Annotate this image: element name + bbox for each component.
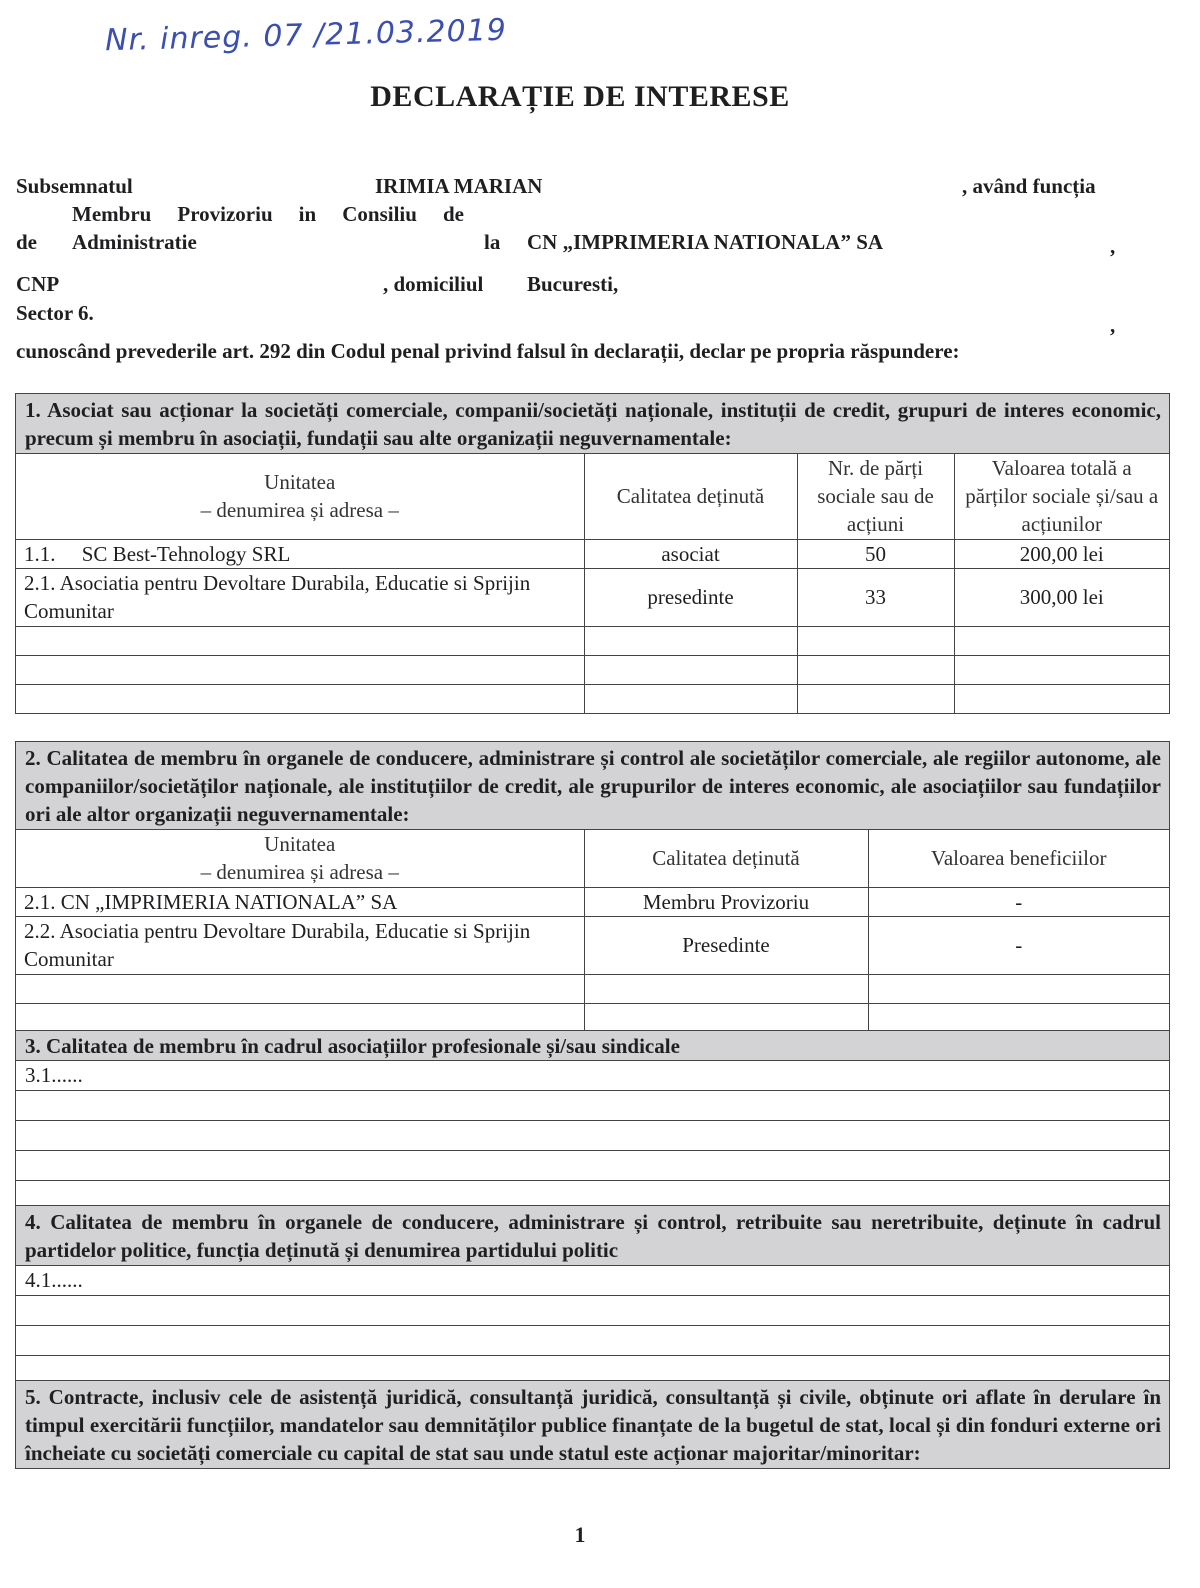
value-cell: 300,00 lei [954,568,1169,626]
section-1 [15,393,1170,714]
shares-cell: 50 [797,539,954,568]
de-label: de [16,230,37,254]
table-row [16,916,1169,974]
section-2 [15,741,1170,1033]
col-unit-header [16,830,584,887]
empty-row [16,655,1169,684]
quality-cell: Presedinte [584,916,868,974]
col-value-header: Valoarea totală a părților sociale și/sau a acțiunilor [954,454,1169,539]
col-unit-header [16,454,584,539]
section-4 [15,1205,1170,1386]
empty-line [16,1121,1169,1151]
quality-cell: Membru Provizoriu [584,887,868,916]
table-row [16,887,1169,916]
functia-line2: Administratie [72,230,197,254]
domiciliul-label: , domiciliul [383,272,484,296]
table-row [16,568,1169,626]
document-title: DECLARAȚIE DE INTERESE [370,80,790,113]
section-3-line: 3.1...... [16,1061,1169,1091]
registration-handwritten: Nr. inreg. 07 /21.03.2019 [104,12,508,59]
col-quality-header: Calitatea deținută [584,454,797,539]
section-3-heading: 3. Calitatea de membru în cadrul asociațiilor profesionale și/sau sindicale [16,1031,1169,1061]
unit-cell: 2.1. Asociatia pentru Devoltare Durabila, Educatie si Sprijin Comunitar [16,568,584,626]
empty-row [16,1003,1169,1032]
benefits-cell: - [868,887,1169,916]
col-quality-header: Calitatea deținută [584,830,868,887]
unit-cell: 1.1. SC Best-Tehnology SRL [16,539,584,568]
section-1-table [16,454,1169,714]
benefits-cell: - [868,916,1169,974]
page-number: 1 [574,1522,586,1547]
section-2-table [16,830,1169,1033]
header-comma: , [1110,234,1116,258]
unit-cell: 2.1. CN „IMPRIMERIA NATIONALA” SA [16,887,584,916]
subsemnatul-label: Subsemnatul [16,174,133,198]
col-shares-header: Nr. de părți sociale sau de acțiuni [797,454,954,539]
unit-cell: 2.2. Asociatia pentru Devoltare Durabila, Educatie si Sprijin Comunitar [16,916,584,974]
empty-row [16,684,1169,713]
section-1-heading: 1. Asociat sau acționar la societăți comerciale, companii/societăți naționale, instituții de credit, grupuri de interes economic, precum și membru în asociații, fundații sau alte organizații neguvernamentale: [16,394,1169,454]
table-row [16,539,1169,568]
empty-row [16,974,1169,1003]
quality-cell: asociat [584,539,797,568]
shares-cell: 33 [797,568,954,626]
value-cell: 200,00 lei [954,539,1169,568]
col-benefits-header: Valoarea beneficiilor [868,830,1169,887]
header-comma-2: , [1110,313,1116,337]
la-label: la [484,230,501,254]
empty-line [16,1151,1169,1181]
section-1-header-row [16,454,1169,539]
empty-row [16,626,1169,655]
section-5 [15,1380,1170,1469]
domicile-sector: Sector 6. [16,301,94,325]
section-5-heading: 5. Contracte, inclusiv cele de asistență juridică, consultanță juridică, consultanță și civile, obținute ori aflate în derulare în timpul exercitării funcțiilor, mandatelor sau demnităților publice finanțate de la bugetul de stat, local și din fonduri externe ori încheiate cu societăți comerciale cu capital de stat sau unde statul este acționar majoritar/minoritar: [16,1381,1169,1468]
col-unit-subtitle: – denumirea și adresa – [200,860,399,885]
section-3 [15,1030,1170,1211]
section-4-line: 4.1...... [16,1266,1169,1296]
avand-functia-label: , având funcția [962,174,1096,198]
section-2-heading: 2. Calitatea de membru în organele de conducere, administrare și control ale societăților comerciale, ale regiilor autonome, ale companiilor/societăților naționale, ale instituțiilor de credit, ale grupurilor de interes economic, ale asociațiilor sau fundațiilor ori ale altor organizații neguvernamentale: [16,742,1169,830]
empty-line [16,1296,1169,1326]
col-unit-title: Unitatea [264,832,336,857]
section-4-heading: 4. Calitatea de membru în organele de conducere, administrare și control, retribuite sau neretribuite, deținute în cadrul partidelor politice, funcția deținută și denumirea partidului politic [16,1206,1169,1266]
col-unit-title: Unitatea [264,470,336,495]
section-2-header-row [16,830,1169,887]
cnp-label: CNP [16,272,60,296]
empty-line [16,1091,1169,1121]
declarant-name: IRIMIA MARIAN [375,174,543,198]
domicile-city: Bucuresti, [527,272,619,296]
institution-name: CN „IMPRIMERIA NATIONALA” SA [527,230,884,254]
functia-line1: Membru Provizoriu in Consiliu de [72,202,464,226]
statement-text: cunoscând prevederile art. 292 din Codul penal privind falsul în declarații, declar pe propria răspundere: [16,339,960,363]
col-unit-subtitle: – denumirea și adresa – [200,498,399,523]
empty-line [16,1326,1169,1356]
quality-cell: presedinte [584,568,797,626]
